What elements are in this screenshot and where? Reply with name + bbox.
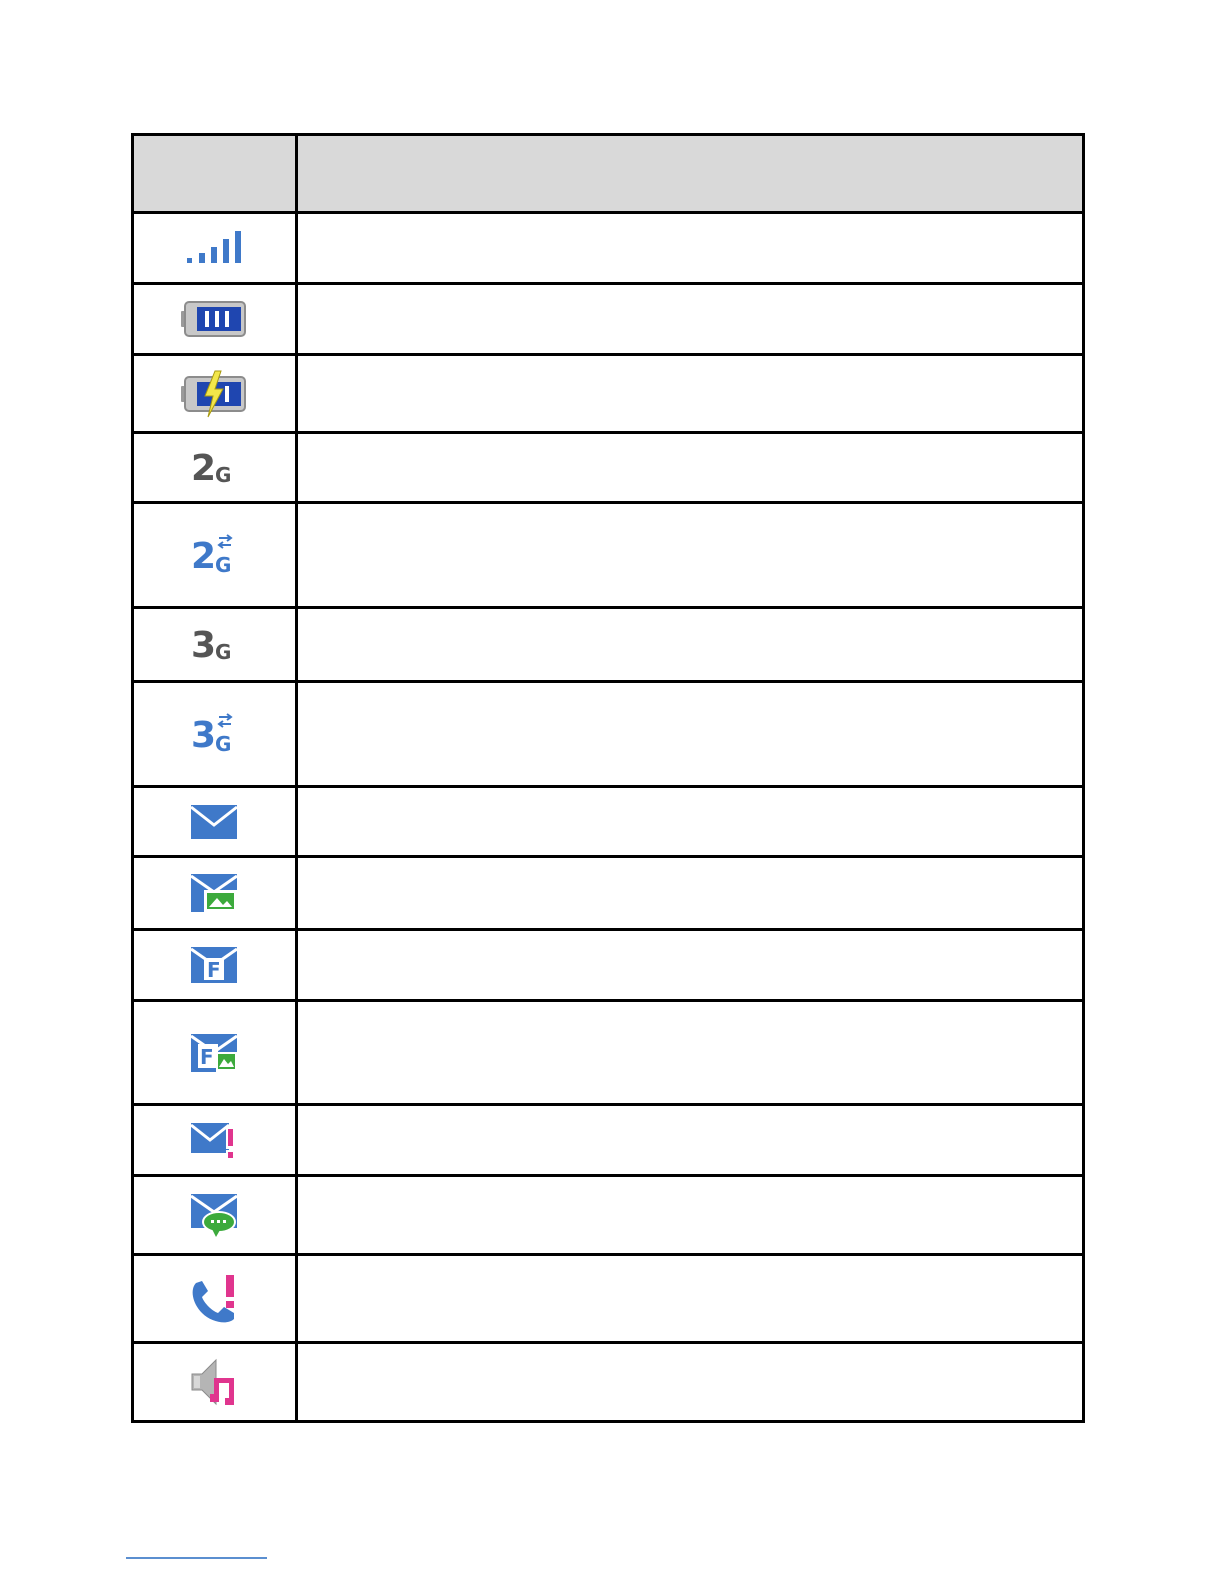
description-cell xyxy=(296,1001,1083,1105)
table-row xyxy=(133,284,1084,355)
icon-cell xyxy=(133,608,297,682)
network-3g-data-sub-label: G xyxy=(215,732,232,756)
description-cell xyxy=(296,1255,1083,1343)
description-cell xyxy=(296,1105,1083,1176)
table-row xyxy=(133,433,1084,503)
icon-cell xyxy=(133,1001,297,1105)
mms-full-icon xyxy=(190,1032,238,1074)
network-2g-data-main-label: 2 xyxy=(191,536,217,577)
description-cell xyxy=(296,1176,1083,1255)
icon-cell xyxy=(133,503,297,608)
table-row xyxy=(133,787,1084,857)
battery-charging-icon xyxy=(181,369,247,419)
icon-cell xyxy=(133,857,297,930)
table-row xyxy=(133,608,1084,682)
table-row xyxy=(133,355,1084,433)
icon-cell xyxy=(133,355,297,433)
mms-full-label: F xyxy=(200,1044,214,1069)
table-row xyxy=(133,1343,1084,1422)
description-cell xyxy=(296,1343,1083,1422)
icon-cell xyxy=(133,1105,297,1176)
message-full-icon xyxy=(190,945,238,985)
icon-cell xyxy=(133,787,297,857)
header-icon-cell xyxy=(133,135,297,213)
chat-message-icon xyxy=(190,1192,238,1238)
network-2g-sub-label: G xyxy=(215,462,232,487)
icon-cell xyxy=(133,284,297,355)
table-row xyxy=(133,213,1084,284)
table-row xyxy=(133,857,1084,930)
network-3g-icon xyxy=(189,623,239,667)
footnote-separator-line xyxy=(126,1557,267,1559)
description-cell xyxy=(296,857,1083,930)
icon-cell xyxy=(133,682,297,787)
status-icon-table xyxy=(131,133,1085,1423)
description-cell xyxy=(296,213,1083,284)
description-cell xyxy=(296,787,1083,857)
description-cell xyxy=(296,682,1083,787)
icon-cell xyxy=(133,930,297,1001)
network-3g-data-icon xyxy=(189,711,239,757)
description-cell xyxy=(296,284,1083,355)
table-row xyxy=(133,1001,1084,1105)
network-3g-data-main-label: 3 xyxy=(191,715,217,756)
icon-cell xyxy=(133,213,297,284)
description-cell xyxy=(296,930,1083,1001)
table-row xyxy=(133,682,1084,787)
battery-icon xyxy=(181,299,247,339)
header-description-cell xyxy=(296,135,1083,213)
table-row xyxy=(133,503,1084,608)
message-full-label: F xyxy=(207,958,221,982)
icon-cell xyxy=(133,1343,297,1422)
table-row xyxy=(133,1255,1084,1343)
icon-cell xyxy=(133,1255,297,1343)
icon-cell xyxy=(133,433,297,503)
description-cell xyxy=(296,433,1083,503)
description-cell xyxy=(296,608,1083,682)
table-row xyxy=(133,1176,1084,1255)
table-row xyxy=(133,930,1084,1001)
network-2g-data-icon xyxy=(189,532,239,578)
description-cell xyxy=(296,503,1083,608)
mms-message-icon xyxy=(190,872,238,914)
urgent-message-icon xyxy=(190,1119,238,1161)
table-row xyxy=(133,1105,1084,1176)
network-2g-main-label: 2 xyxy=(191,447,217,489)
network-2g-icon xyxy=(189,446,239,490)
network-3g-sub-label: G xyxy=(215,639,232,664)
signal-strength-icon xyxy=(185,230,243,266)
table-header-row xyxy=(133,135,1084,213)
missed-call-icon xyxy=(188,1273,240,1325)
speaker-music-icon xyxy=(188,1356,240,1408)
network-2g-data-sub-label: G xyxy=(215,553,232,577)
icon-cell xyxy=(133,1176,297,1255)
description-cell xyxy=(296,355,1083,433)
message-envelope-icon xyxy=(190,803,238,841)
network-3g-main-label: 3 xyxy=(191,624,217,666)
